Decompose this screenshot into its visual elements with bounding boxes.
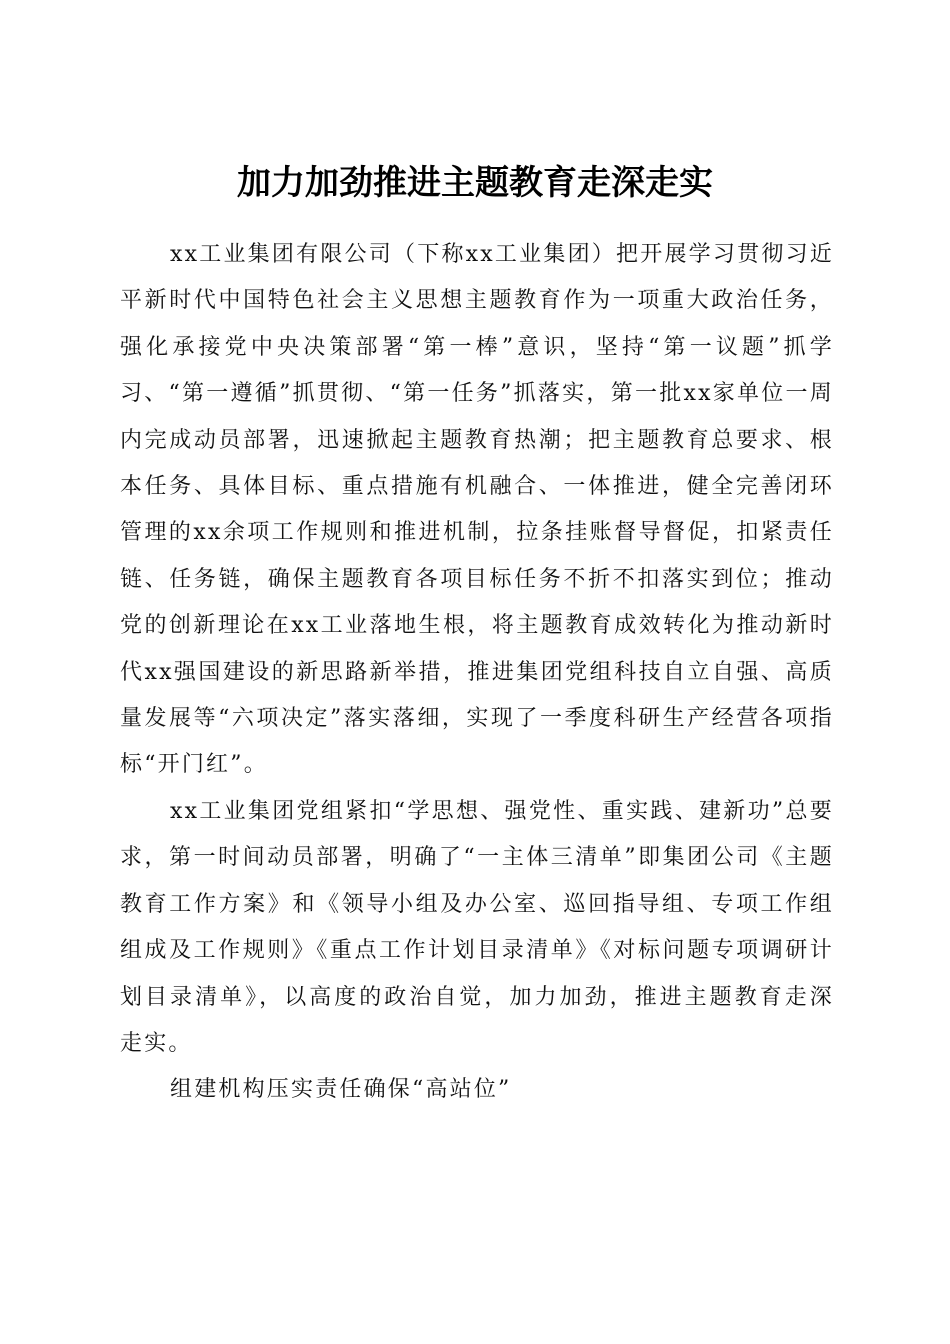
paragraph-1: xx工业集团有限公司（下称xx工业集团）把开展学习贯彻习近平新时代中国特色社会主义思想主题教育作为一项重大政治任务，强化承接党中央决策部署“第一棒”意识，坚持“第一议题”抓学习、“第一遵循”抓贯彻、“第一任务”抓落实，第一批xx家单位一周内完成动员部署，迅速掀起主题教育热潮；把主题教育总要求、根本任务、具体目标、重点措施有机融合、一体推进，健全完善闭环管理的xx余项工作规则和推进机制，拉条挂账督导督促，扣紧责任链、任务链，确保主题教育各项目标任务不折不扣落实到位；推动党的创新理论在xx工业落地生根，将主题教育成效转化为推动新时代xx强国建设的新思路新举措，推进集团党组科技自立自强、高质量发展等“六项决定”落实落细，实现了一季度科研生产经营各项指标“开门红”。 <box>120 242 834 778</box>
document-title: 加力加劲推进主题教育走深走实 <box>237 162 713 203</box>
document-body <box>120 232 834 1114</box>
section-heading: 组建机构压实责任确保“高站位” <box>170 1077 512 1103</box>
paragraph-2: xx工业集团党组紧扣“学思想、强党性、重实践、建新功”总要求，第一时间动员部署，明确了“一主体三清单”即集团公司《主题教育工作方案》和《领导小组及办公室、巡回指导组、专项工作组组成及工作规则》《重点工作计划目录清单》《对标问题专项调研计划目录清单》，以高度的政治自觉，加力加劲，推进主题教育走深走实。 <box>120 798 834 1056</box>
